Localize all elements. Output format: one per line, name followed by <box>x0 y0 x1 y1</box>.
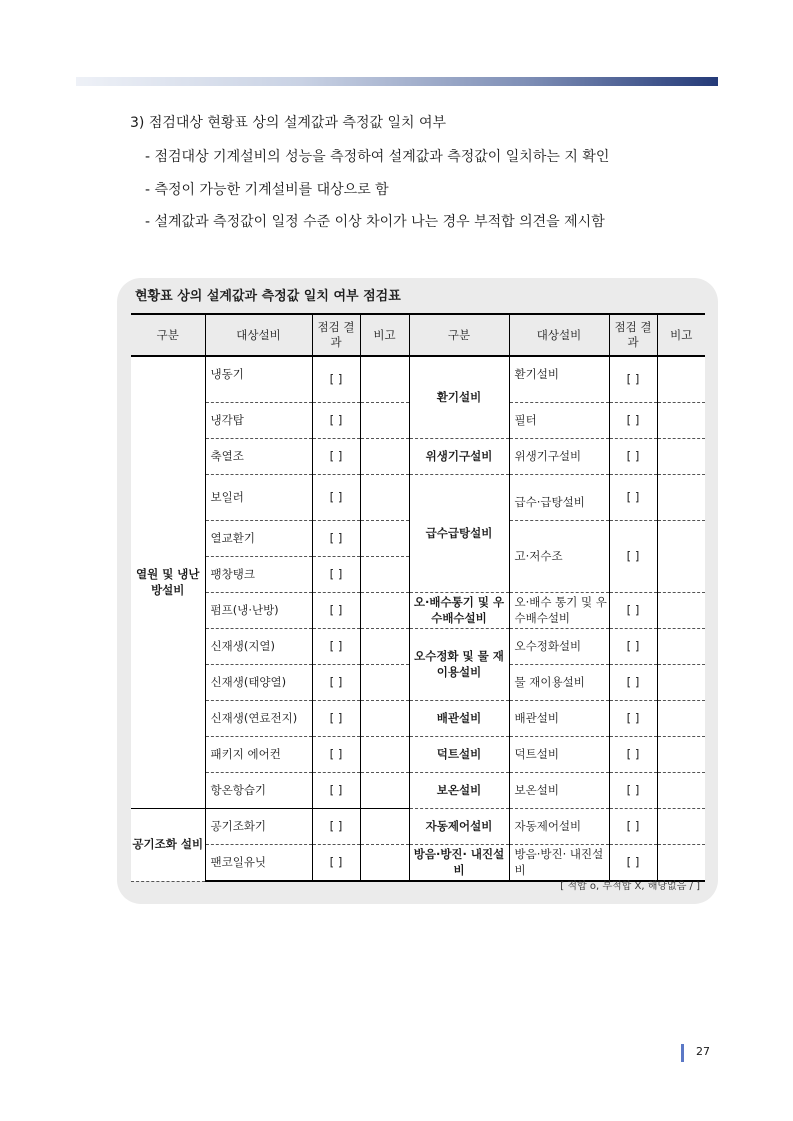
result-check[interactable]: [ ] <box>312 475 360 521</box>
page-number-bar <box>681 1044 684 1062</box>
item-label: 고·저수조 <box>509 521 609 593</box>
item-label: 급수·급탕설비 <box>509 475 609 521</box>
group-heat-source: 열원 및 냉난방설비 <box>131 356 205 809</box>
result-check[interactable]: [ ] <box>609 737 657 773</box>
result-check[interactable]: [ ] <box>609 665 657 701</box>
result-check[interactable]: [ ] <box>609 403 657 439</box>
note-cell[interactable] <box>657 356 705 403</box>
note-cell[interactable] <box>657 701 705 737</box>
header-group: 구분 <box>131 314 205 356</box>
item-label: 덕트설비 <box>509 737 609 773</box>
result-check[interactable]: [ ] <box>609 439 657 475</box>
item-label: 팬코일유닛 <box>205 845 312 882</box>
header-result: 점검 결과 <box>312 314 360 356</box>
item-label: 보일러 <box>205 475 312 521</box>
group-duct: 덕트설비 <box>409 737 509 773</box>
note-cell[interactable] <box>657 773 705 809</box>
result-check[interactable]: [ ] <box>609 521 657 593</box>
note-cell[interactable] <box>360 773 409 809</box>
item-label: 필터 <box>509 403 609 439</box>
note-cell[interactable] <box>360 701 409 737</box>
item-label: 자동제어설비 <box>509 809 609 845</box>
item-label: 오수정화설비 <box>509 629 609 665</box>
bullet-item: - 측정이 가능한 기계설비를 대상으로 함 <box>145 182 389 198</box>
note-cell[interactable] <box>360 629 409 665</box>
note-cell[interactable] <box>360 356 409 403</box>
note-cell[interactable] <box>360 475 409 521</box>
result-check[interactable]: [ ] <box>312 356 360 403</box>
bullet-item: - 점검대상 기계설비의 성능을 측정하여 설계값과 측정값이 일치하는 지 확인 <box>145 149 610 165</box>
header-group: 구분 <box>409 314 509 356</box>
group-water-supply: 급수급탕설비 <box>409 475 509 593</box>
result-check[interactable]: [ ] <box>312 665 360 701</box>
note-cell[interactable] <box>657 845 705 882</box>
item-label: 축열조 <box>205 439 312 475</box>
group-seismic: 방음·방진· 내진설비 <box>409 845 509 882</box>
group-ventilation: 환기설비 <box>409 356 509 439</box>
bullet-item: - 설계값과 측정값이 일정 수준 이상 차이가 나는 경우 부적합 의견을 제시함 <box>145 214 605 230</box>
note-cell[interactable] <box>657 593 705 629</box>
header-target: 대상설비 <box>509 314 609 356</box>
item-label: 방음·방진· 내진설비 <box>509 845 609 882</box>
result-check[interactable]: [ ] <box>312 701 360 737</box>
result-check[interactable]: [ ] <box>609 701 657 737</box>
note-cell[interactable] <box>360 521 409 557</box>
item-label: 냉각탑 <box>205 403 312 439</box>
item-label: 배관설비 <box>509 701 609 737</box>
note-cell[interactable] <box>360 809 409 845</box>
item-label: 공기조화기 <box>205 809 312 845</box>
legend-note: [ 적합 o, 부적합 X, 해당없음 / ] <box>560 881 700 892</box>
item-label: 펌프(냉·난방) <box>205 593 312 629</box>
page-number: 27 <box>696 1045 710 1058</box>
group-drainage: 오·배수통기 및 우수배수설비 <box>409 593 509 629</box>
item-label: 위생기구설비 <box>509 439 609 475</box>
inspection-table <box>131 313 705 882</box>
item-label: 패키지 에어컨 <box>205 737 312 773</box>
header-result: 점검 결과 <box>609 314 657 356</box>
section-heading: 3) 점검대상 현황표 상의 설계값과 측정값 일치 여부 <box>130 115 446 131</box>
note-cell[interactable] <box>657 475 705 521</box>
header-gradient-bar <box>76 77 718 86</box>
header-note: 비고 <box>360 314 409 356</box>
item-label: 신재생(연료전지) <box>205 701 312 737</box>
note-cell[interactable] <box>657 737 705 773</box>
note-cell[interactable] <box>657 809 705 845</box>
item-label: 신재생(지열) <box>205 629 312 665</box>
group-insulation: 보온설비 <box>409 773 509 809</box>
result-check[interactable]: [ ] <box>609 629 657 665</box>
item-label: 팽창탱크 <box>205 557 312 593</box>
note-cell[interactable] <box>360 403 409 439</box>
table-title: 현황표 상의 설계값과 측정값 일치 여부 점검표 <box>135 289 401 304</box>
result-check[interactable]: [ ] <box>312 737 360 773</box>
note-cell[interactable] <box>657 439 705 475</box>
item-label: 열교환기 <box>205 521 312 557</box>
result-check[interactable]: [ ] <box>312 439 360 475</box>
group-automatic-control: 자동제어설비 <box>409 809 509 845</box>
result-check[interactable]: [ ] <box>312 593 360 629</box>
note-cell[interactable] <box>657 629 705 665</box>
header-note: 비고 <box>657 314 705 356</box>
item-label: 오·배수 통기 및 우수배수설비 <box>509 593 609 629</box>
note-cell[interactable] <box>360 557 409 593</box>
item-label: 보온설비 <box>509 773 609 809</box>
item-label: 환기설비 <box>509 356 609 403</box>
item-label: 신재생(태양열) <box>205 665 312 701</box>
group-piping: 배관설비 <box>409 701 509 737</box>
result-check[interactable]: [ ] <box>609 809 657 845</box>
result-check[interactable]: [ ] <box>609 845 657 882</box>
result-check[interactable]: [ ] <box>609 593 657 629</box>
result-check[interactable]: [ ] <box>609 475 657 521</box>
result-check[interactable]: [ ] <box>312 845 360 882</box>
group-air-conditioning: 공기조화 설비 <box>131 809 205 882</box>
note-cell[interactable] <box>360 845 409 882</box>
item-label: 물 재이용설비 <box>509 665 609 701</box>
header-target: 대상설비 <box>205 314 312 356</box>
result-check[interactable]: [ ] <box>312 809 360 845</box>
note-cell[interactable] <box>360 737 409 773</box>
item-label: 냉동기 <box>205 356 312 403</box>
note-cell[interactable] <box>360 665 409 701</box>
item-label: 항온항습기 <box>205 773 312 809</box>
note-cell[interactable] <box>360 439 409 475</box>
result-check[interactable]: [ ] <box>312 403 360 439</box>
group-sanitary: 위생기구설비 <box>409 439 509 475</box>
group-sewage: 오수정화 및 물 재이용설비 <box>409 629 509 701</box>
note-cell[interactable] <box>657 521 705 593</box>
result-check[interactable]: [ ] <box>312 521 360 557</box>
note-cell[interactable] <box>360 593 409 629</box>
note-cell[interactable] <box>657 665 705 701</box>
result-check[interactable]: [ ] <box>312 557 360 593</box>
result-check[interactable]: [ ] <box>609 356 657 403</box>
result-check[interactable]: [ ] <box>312 629 360 665</box>
note-cell[interactable] <box>657 403 705 439</box>
result-check[interactable]: [ ] <box>609 773 657 809</box>
result-check[interactable]: [ ] <box>312 773 360 809</box>
